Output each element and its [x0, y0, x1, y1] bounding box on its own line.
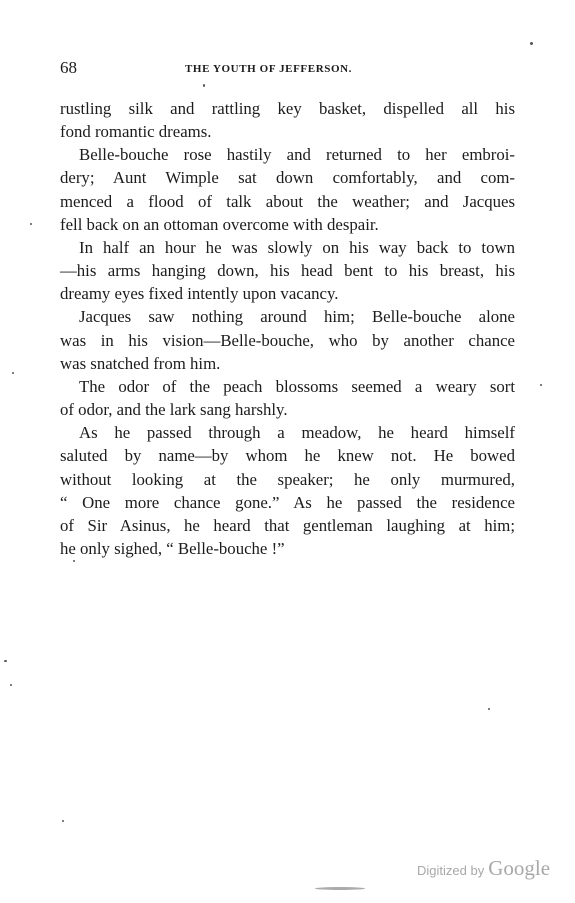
text-line: menced a flood of talk about the weather; and Jacques	[60, 191, 515, 211]
watermark-brand: Google	[488, 856, 551, 880]
scan-speck	[12, 372, 14, 374]
text-line: —his arms hanging down, his head bent to his breast, his	[60, 261, 515, 281]
digitized-by-google-watermark	[417, 856, 550, 881]
text-line: was in his vision—Belle-bouche, who by another chance	[60, 330, 515, 350]
scan-smudge	[315, 887, 365, 890]
body-text	[60, 97, 515, 560]
text-line: “ One more chance gone.” As he passed the residence	[60, 492, 515, 512]
text-line: saluted by name—by whom he knew not. He bowed	[60, 446, 515, 466]
text-line: Belle-bouche rose hastily and returned to her embroi-	[79, 145, 515, 165]
text-line: was snatched from him.	[60, 353, 221, 373]
text-line: fell back on an ottoman overcome with despair.	[60, 214, 379, 234]
text-line: of odor, and the lark sang harshly.	[60, 400, 288, 420]
scan-speck	[488, 708, 490, 710]
text-line: without looking at the speaker; he only murmured,	[60, 469, 515, 489]
text-line: As he passed through a meadow, he heard himself	[79, 423, 515, 443]
scan-speck	[30, 223, 32, 225]
text-line: dery; Aunt Wimple sat down comfortably, and com-	[60, 168, 515, 188]
scan-speck	[203, 84, 205, 87]
text-line: rustling silk and rattling key basket, dispelled all his	[60, 99, 515, 118]
scan-speck	[4, 660, 7, 662]
text-line: In half an hour he was slowly on his way back to town	[79, 237, 515, 257]
text-line: dreamy eyes fixed intently upon vacancy.	[60, 284, 339, 304]
running-title: THE YOUTH OF JEFFERSON.	[185, 63, 352, 75]
text-line: Jacques saw nothing around him; Belle-bouche alone	[79, 307, 515, 327]
scan-speck	[73, 560, 75, 562]
scan-speck	[62, 820, 64, 822]
scan-speck	[530, 42, 533, 45]
watermark-prefix: Digitized by	[417, 863, 485, 878]
page-number: 68	[60, 58, 77, 77]
scan-speck	[540, 384, 542, 386]
text-line: The odor of the peach blossoms seemed a weary sort	[79, 376, 515, 396]
text-line: of Sir Asinus, he heard that gentleman laughing at him;	[60, 515, 515, 535]
text-line: fond romantic dreams.	[60, 122, 212, 142]
scan-speck	[10, 684, 12, 686]
text-line: he only sighed, “ Belle-bouche !”	[60, 538, 285, 558]
